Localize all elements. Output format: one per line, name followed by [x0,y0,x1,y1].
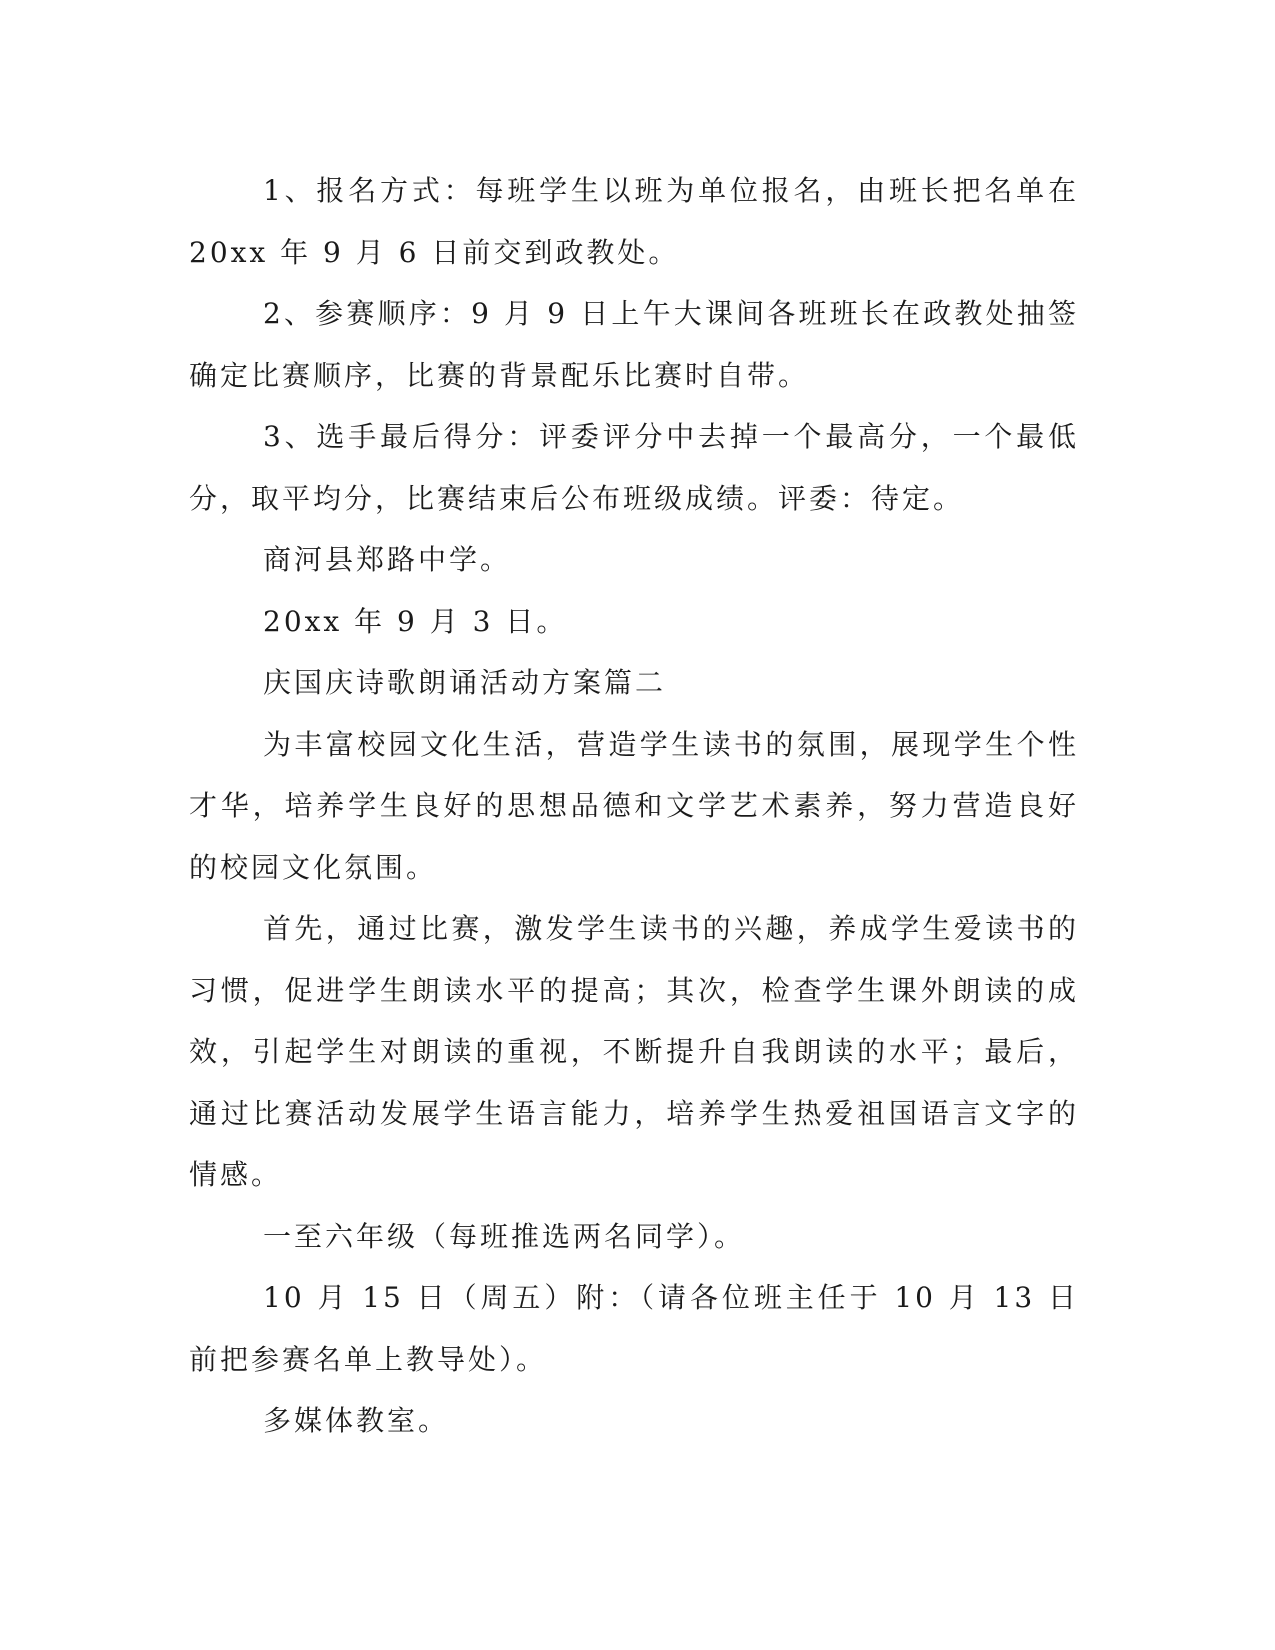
paragraph-scoring: 3、选手最后得分：评委评分中去掉一个最高分，一个最低分，取平均分，比赛结束后公布班级成绩。评委：待定。 [189,420,1079,515]
paragraph-venue: 多媒体教室。 [263,1404,450,1437]
paragraph-participants: 一至六年级（每班推选两名同学）。 [263,1219,746,1253]
paragraph-order: 2、参赛顺序：9 月 9 日上午大课间各班班长在政教处抽签确定比赛顺序，比赛的背景配乐比赛时自带。 [189,297,1079,392]
section-title: 庆国庆诗歌朗诵活动方案篇二 [263,666,667,699]
document-body [189,160,1079,1452]
paragraph-date: 20xx 年 9 月 3 日。 [263,604,568,638]
paragraph-registration: 1、报名方式：每班学生以班为单位报名，由班长把名单在 20xx 年 9 月 6 日前交到政教处。 [189,174,1079,269]
paragraph-goals: 首先，通过比赛，激发学生读书的兴趣，养成学生爱读书的习惯，促进学生朗读水平的提高；其次，检查学生课外朗读的成效，引起学生对朗读的重视，不断提升自我朗读的水平；最后，通过比赛活动发展学生语言能力，培养学生热爱祖国语言文字的情感。 [189,912,1079,1191]
paragraph-purpose: 为丰富校园文化生活，营造学生读书的氛围，展现学生个性才华，培养学生良好的思想品德和文学艺术素养，努力营造良好的校园文化氛围。 [189,727,1079,884]
paragraph-time: 10 月 15 日（周五）附：（请各位班主任于 10 月 13 日前把参赛名单上教导处）。 [189,1281,1079,1376]
paragraph-school-name: 商河县郑路中学。 [263,543,512,576]
